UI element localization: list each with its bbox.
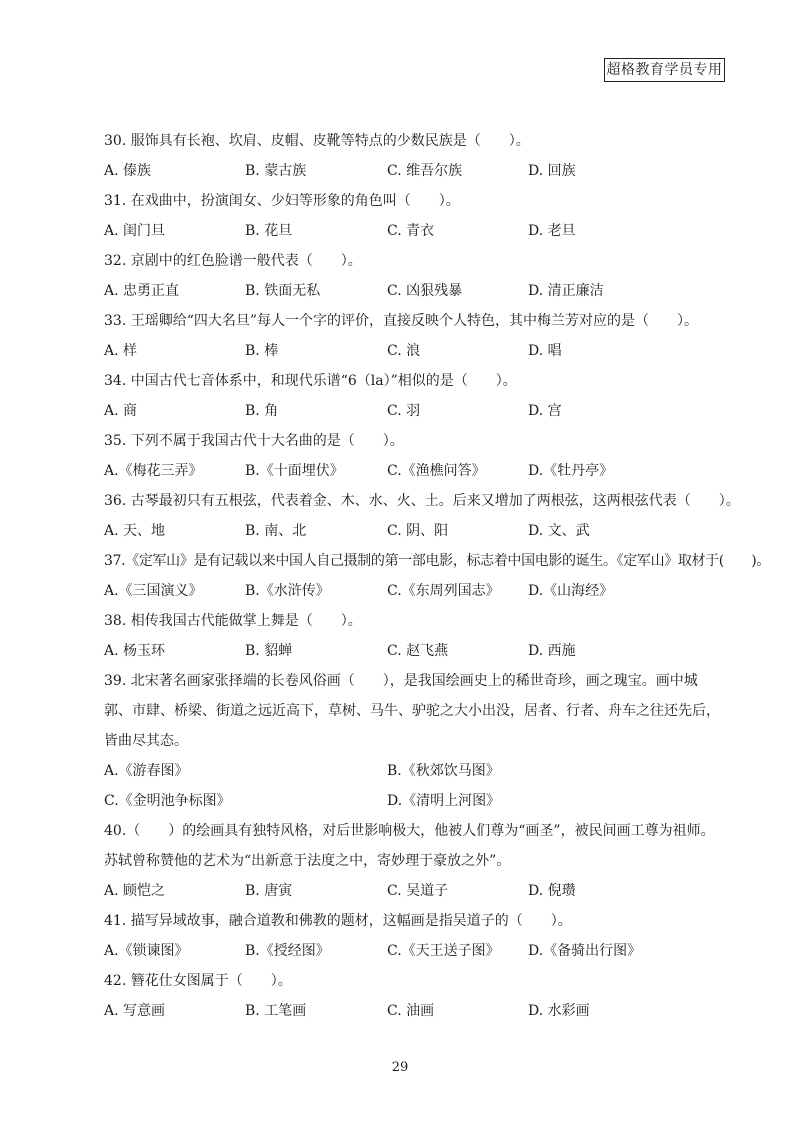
option-b: B. 花旦 — [245, 223, 293, 239]
option-c: C.《渔樵问答》 — [387, 463, 486, 479]
question-33 — [104, 306, 724, 366]
option-c: C.《东周列国志》 — [387, 583, 500, 599]
option-d: D. 清正廉洁 — [528, 283, 604, 299]
option-c: C. 阴、阳 — [387, 523, 449, 539]
option-d: D.《牡丹亭》 — [528, 463, 614, 479]
option-d: D. 西施 — [528, 643, 576, 659]
option-grid — [104, 756, 724, 816]
option-c: C. 维吾尔族 — [387, 163, 463, 179]
option-a: A. 天、地 — [104, 523, 166, 539]
question-39 — [104, 666, 724, 816]
question-stem: 38. 相传我国古代能做掌上舞是（ ）。 — [104, 613, 362, 629]
question-stem: 33. 王瑶卿给“四大名旦”每人一个字的评价，直接反映个人特色，其中梅兰芳对应的是（ ）。 — [104, 313, 699, 329]
option-b: B.《水浒传》 — [245, 583, 330, 599]
option-c: C. 凶狠残暴 — [387, 283, 463, 299]
option-c: C.《天王送子图》 — [387, 943, 500, 959]
option-a: A. 傣族 — [104, 163, 152, 179]
option-row — [104, 276, 724, 306]
option-a: A.《三国演义》 — [104, 583, 203, 599]
question-41 — [104, 906, 724, 966]
page-number: 29 — [391, 1060, 409, 1075]
question-42 — [104, 966, 724, 1026]
option-row — [104, 216, 724, 246]
option-b: B. 蒙古族 — [245, 163, 307, 179]
option-c: C. 吴道子 — [387, 883, 449, 899]
question-40 — [104, 816, 724, 906]
question-stem: 35. 下列不属于我国古代十大名曲的是（ ）。 — [104, 433, 404, 449]
question-stem: 30. 服饰具有长袍、坎肩、皮帽、皮靴等特点的少数民族是（ ）。 — [104, 133, 530, 149]
option-c: C.《金明池争标图》 — [104, 793, 231, 809]
option-b: B. 铁面无私 — [245, 283, 321, 299]
option-c: C. 浪 — [387, 343, 421, 359]
question-stem: 31. 在戏曲中，扮演闺女、少妇等形象的角色叫（ ）。 — [104, 193, 460, 209]
header-badge: 超格教育学员专用 — [604, 58, 725, 82]
option-row — [104, 516, 724, 546]
option-d: D.《备骑出行图》 — [528, 943, 642, 959]
option-c: C. 羽 — [387, 403, 421, 419]
question-32 — [104, 246, 724, 306]
option-d: D.《山海经》 — [528, 583, 614, 599]
option-b: B. 唐寅 — [245, 883, 293, 899]
option-row — [104, 876, 724, 906]
question-stem: 40.（ ）的绘画具有独特风格，对后世影响极大，他被人们尊为“画圣”，被民间画工尊为祖师。苏轼曾称赞他的艺术为“出新意于法度之中，寄妙理于豪放之外”。 — [104, 823, 715, 869]
question-38 — [104, 606, 724, 666]
option-row — [104, 396, 724, 426]
option-b: B. 南、北 — [245, 523, 307, 539]
option-row — [104, 156, 724, 186]
option-b: B. 角 — [245, 403, 279, 419]
option-row — [104, 936, 724, 966]
option-a: A. 写意画 — [104, 1003, 166, 1019]
option-d: D. 水彩画 — [528, 1003, 590, 1019]
option-d: D. 老旦 — [528, 223, 576, 239]
option-a: A. 杨玉环 — [104, 643, 166, 659]
option-row — [104, 996, 724, 1026]
option-a: A.《锁谏图》 — [104, 943, 189, 959]
option-c: C. 青衣 — [387, 223, 435, 239]
option-b: B.《秋郊饮马图》 — [387, 763, 500, 779]
question-stem: 37.《定军山》是有记载以来中国人自己摄制的第一部电影，标志着中国电影的诞生。《定军山》取材于( )。 — [104, 553, 770, 569]
option-d: D.《清明上河图》 — [387, 793, 501, 809]
option-d: D. 回族 — [528, 163, 576, 179]
option-a: A.《游春图》 — [104, 763, 189, 779]
option-c: C. 油画 — [387, 1003, 435, 1019]
option-b: B. 工笔画 — [245, 1003, 307, 1019]
option-row — [104, 456, 724, 486]
option-b: B. 貂蝉 — [245, 643, 293, 659]
question-30 — [104, 126, 724, 186]
option-d: D. 倪瓒 — [528, 883, 576, 899]
option-a: A. 忠勇正直 — [104, 283, 180, 299]
question-list — [104, 126, 770, 1026]
option-d: D. 文、武 — [528, 523, 590, 539]
option-c: C. 赵飞燕 — [387, 643, 449, 659]
question-37 — [104, 546, 770, 606]
question-stem: 32. 京剧中的红色脸谱一般代表（ ）。 — [104, 253, 362, 269]
question-stem: 36. 古琴最初只有五根弦，代表着金、木、水、火、土。后来又增加了两根弦，这两根弦代表（ ）。 — [104, 493, 740, 509]
question-stem: 41. 描写异域故事，融合道教和佛教的题材，这幅画是指吴道子的（ ）。 — [104, 913, 572, 929]
option-a: A.《梅花三弄》 — [104, 463, 203, 479]
question-36 — [104, 486, 740, 546]
option-b: B. 棒 — [245, 343, 279, 359]
option-a: A. 闺门旦 — [104, 223, 166, 239]
option-row — [104, 576, 724, 606]
option-row — [104, 336, 724, 366]
option-d: D. 唱 — [528, 343, 562, 359]
option-a: A. 商 — [104, 403, 138, 419]
option-b: B.《授经图》 — [245, 943, 330, 959]
question-stem: 39. 北宋著名画家张择端的长卷风俗画（ ），是我国绘画史上的稀世奇珍，画之瑰宝。画中城郭、市肆、桥梁、街道之远近高下，草树、马牛、驴驼之大小出没，居者、行者、舟车之往还先后，皆曲尽其态。 — [104, 673, 720, 749]
option-row — [104, 636, 724, 666]
question-stem: 34. 中国古代七音体系中，和现代乐谱“6（la）”相似的是（ ）。 — [104, 373, 517, 389]
option-a: A. 顾恺之 — [104, 883, 166, 899]
question-31 — [104, 186, 724, 246]
option-a: A. 样 — [104, 343, 138, 359]
question-34 — [104, 366, 724, 426]
option-b: B.《十面埋伏》 — [245, 463, 344, 479]
question-35 — [104, 426, 724, 486]
question-stem: 42. 簪花仕女图属于（ ）。 — [104, 973, 292, 989]
option-d: D. 宫 — [528, 403, 562, 419]
